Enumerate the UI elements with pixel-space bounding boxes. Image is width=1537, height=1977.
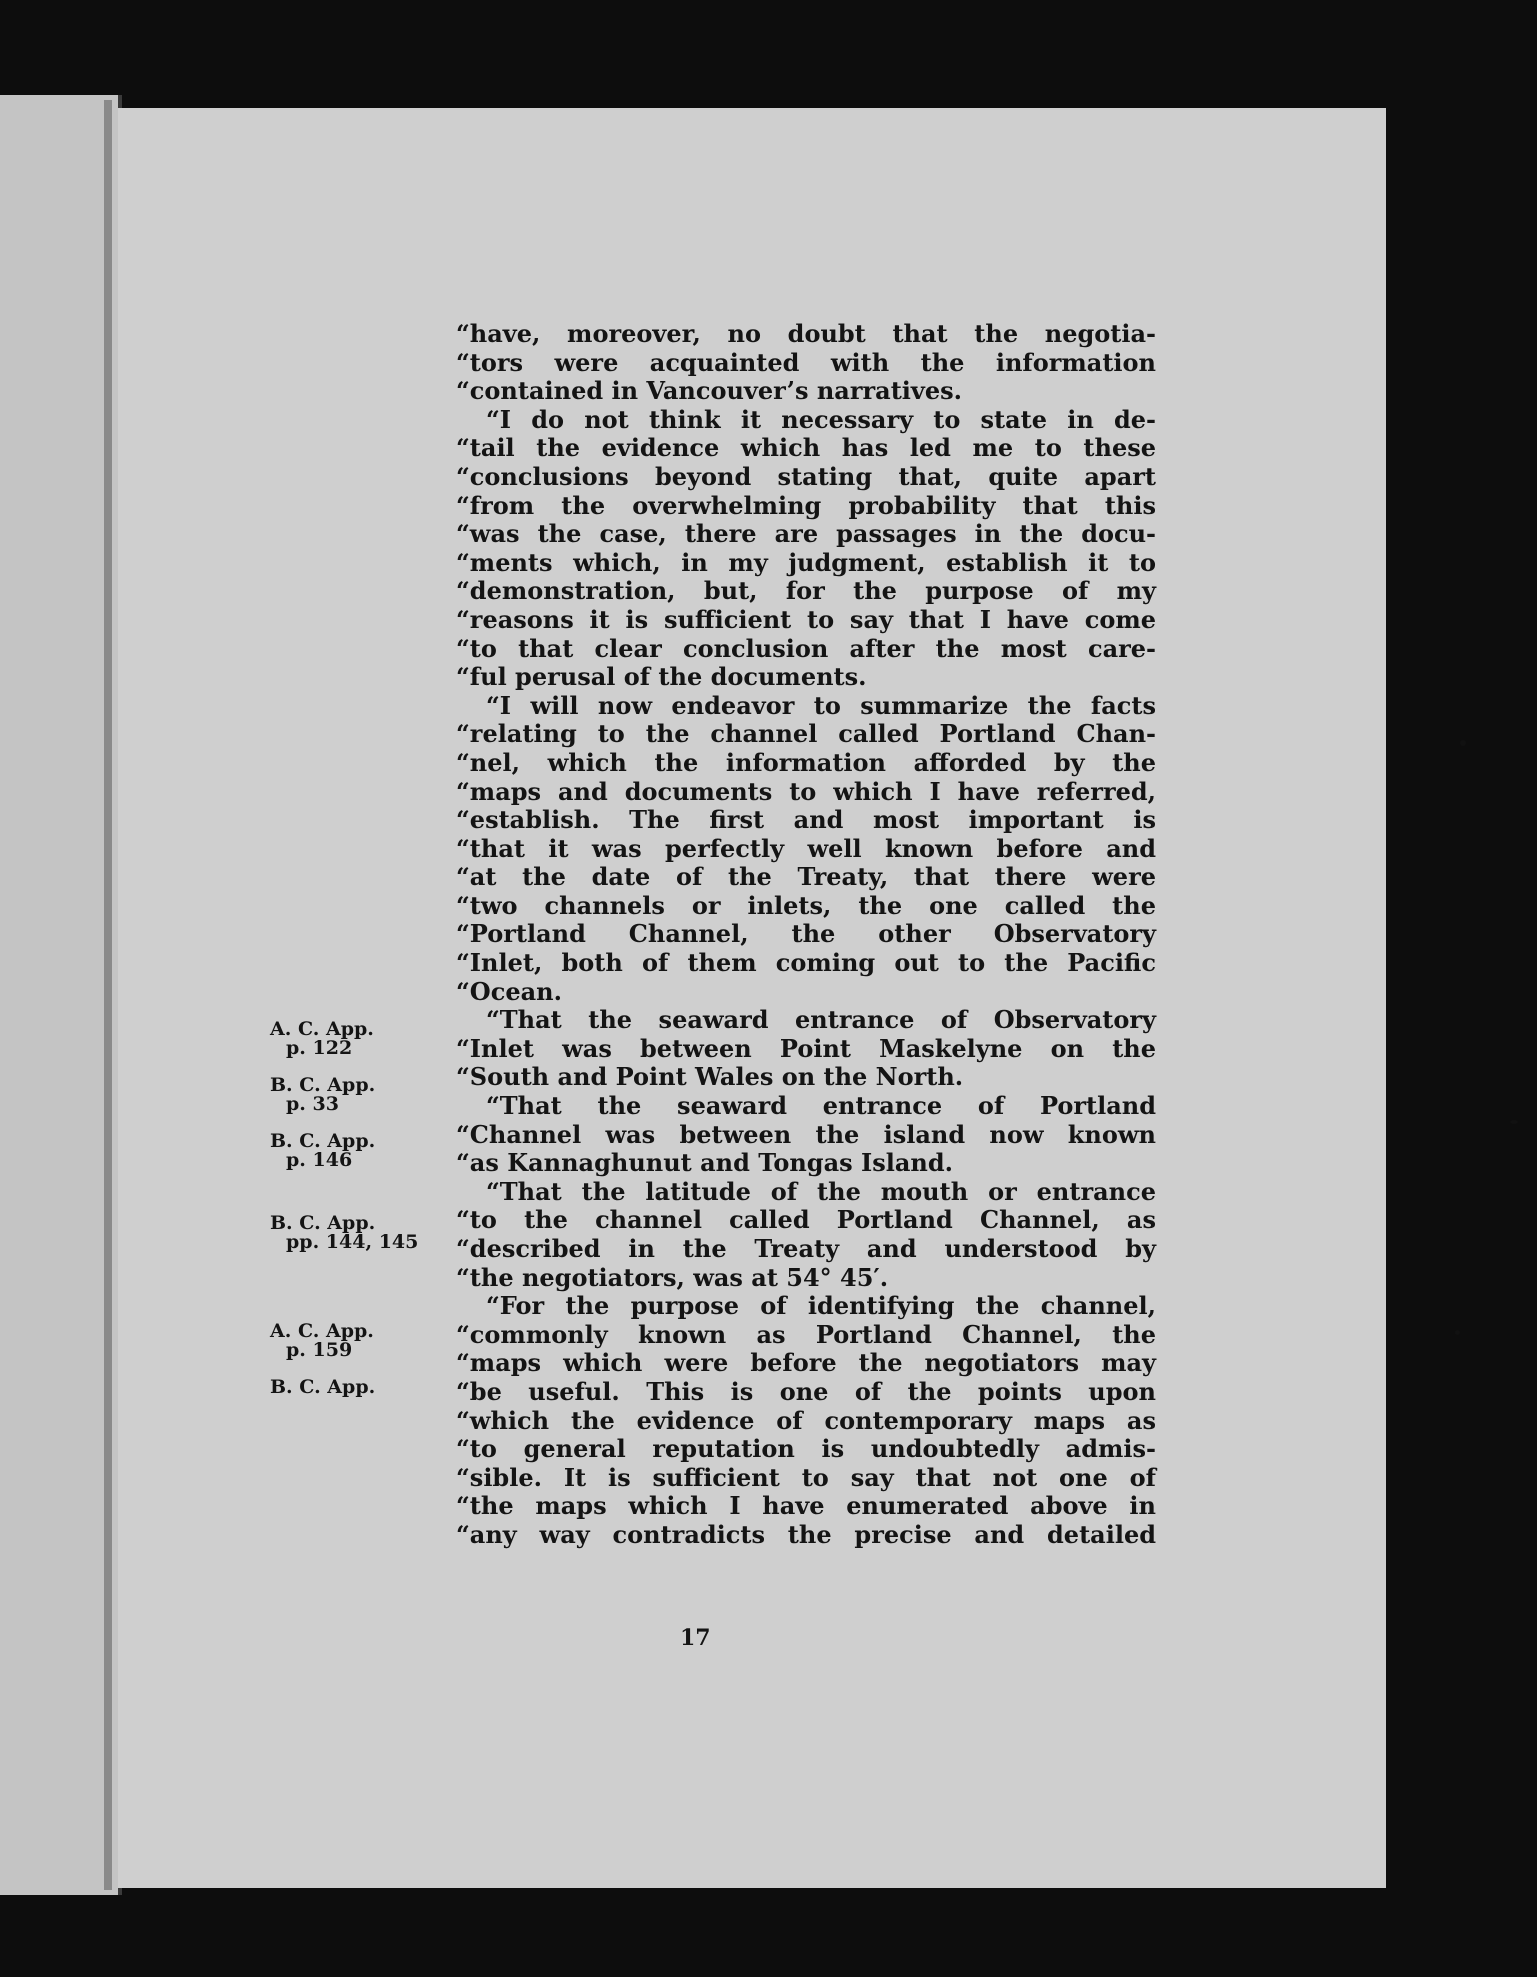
text-line: “demonstration, but, for the purpose of my bbox=[456, 576, 1156, 606]
text-line: “That the seaward entrance of Portland bbox=[486, 1091, 1156, 1121]
page-gutter bbox=[104, 100, 112, 1890]
text-line: “any way contradicts the precise and detailed bbox=[456, 1519, 1156, 1549]
text-line: “tors were acquainted with the information bbox=[456, 347, 1156, 377]
margin-note bbox=[270, 1020, 440, 1058]
body-text bbox=[456, 320, 1156, 1550]
margin-note-line: p. 159 bbox=[286, 1339, 353, 1361]
margin-note bbox=[270, 1132, 440, 1170]
text-line: “Portland Channel, the other Observatory bbox=[456, 919, 1156, 949]
text-line: “I do not think it necessary to state in de- bbox=[486, 404, 1156, 434]
margin-note bbox=[270, 1378, 440, 1397]
margin-note bbox=[270, 1214, 440, 1252]
margin-note-line: p. 33 bbox=[286, 1093, 339, 1115]
scan-speck bbox=[1510, 1120, 1518, 1124]
margin-note-line: A. C. App. bbox=[270, 1018, 374, 1040]
margin-note-line: B. C. App. bbox=[270, 1376, 376, 1398]
text-line: “the maps which I have enumerated above in bbox=[456, 1491, 1156, 1521]
text-line: “which the evidence of contemporary maps as bbox=[456, 1405, 1156, 1435]
text-line: “Ocean. bbox=[456, 976, 562, 1006]
text-line: “be useful. This is one of the points upon bbox=[456, 1376, 1156, 1406]
margin-note-line: B. C. App. bbox=[270, 1212, 376, 1234]
text-line: “relating to the channel called Portland Chan- bbox=[456, 719, 1156, 749]
page-number: 17 bbox=[680, 1625, 711, 1651]
text-line: “establish. The first and most important is bbox=[456, 805, 1156, 835]
text-line: “maps which were before the negotiators may bbox=[456, 1348, 1156, 1378]
text-line: “maps and documents to which I have referred, bbox=[456, 776, 1156, 806]
text-line: “For the purpose of identifying the channel, bbox=[486, 1291, 1156, 1321]
text-line: “that it was perfectly well known before and bbox=[456, 833, 1156, 863]
text-line: “at the date of the Treaty, that there were bbox=[456, 862, 1156, 892]
text-line: “ments which, in my judgment, establish it to bbox=[456, 547, 1156, 577]
text-line: “Inlet was between Point Maskelyne on the bbox=[456, 1033, 1156, 1063]
margin-note-line: pp. 144, 145 bbox=[286, 1231, 419, 1253]
text-line: “That the latitude of the mouth or entrance bbox=[486, 1176, 1156, 1206]
text-line: “Channel was between the island now known bbox=[456, 1119, 1156, 1149]
text-line: “from the overwhelming probability that this bbox=[456, 490, 1156, 520]
text-line: “I will now endeavor to summarize the facts bbox=[486, 690, 1156, 720]
text-line: “contained in Vancouver’s narratives. bbox=[456, 376, 962, 406]
text-line: “conclusions beyond stating that, quite apart bbox=[456, 461, 1156, 491]
scan-speck bbox=[1460, 740, 1466, 746]
text-line: “to that clear conclusion after the most care- bbox=[456, 633, 1156, 663]
text-line: “South and Point Wales on the North. bbox=[456, 1062, 964, 1092]
text-line: “was the case, there are passages in the docu- bbox=[456, 519, 1156, 549]
text-line: “Inlet, both of them coming out to the Pacific bbox=[456, 948, 1156, 978]
text-line: “the negotiators, was at 54° 45′. bbox=[456, 1262, 889, 1292]
margin-note bbox=[270, 1076, 440, 1114]
text-line: “sible. It is sufficient to say that not one of bbox=[456, 1462, 1156, 1492]
text-line: “two channels or inlets, the one called the bbox=[456, 890, 1156, 920]
margin-note-line: B. C. App. bbox=[270, 1074, 376, 1096]
text-line: “as Kannaghunut and Tongas Island. bbox=[456, 1148, 953, 1178]
text-line: “to the channel called Portland Channel, as bbox=[456, 1205, 1156, 1235]
text-line: “have, moreover, no doubt that the negotia- bbox=[456, 319, 1156, 348]
margin-note-line: B. C. App. bbox=[270, 1130, 376, 1152]
margin-note bbox=[270, 1322, 440, 1360]
text-line: “That the seaward entrance of Observatory bbox=[486, 1005, 1156, 1035]
margin-note-line: p. 146 bbox=[286, 1149, 353, 1171]
text-line: “ful perusal of the documents. bbox=[456, 662, 867, 692]
text-line: “reasons it is sufficient to say that I have come bbox=[456, 604, 1156, 634]
margin-note-line: A. C. App. bbox=[270, 1320, 374, 1342]
scan-speck bbox=[1455, 1330, 1460, 1335]
text-line: “tail the evidence which has led me to these bbox=[456, 433, 1156, 463]
margin-note-line: p. 122 bbox=[286, 1037, 353, 1059]
text-line: “nel, which the information afforded by the bbox=[456, 747, 1156, 777]
text-line: “described in the Treaty and understood by bbox=[456, 1234, 1156, 1263]
text-line: “to general reputation is undoubtedly admis- bbox=[456, 1434, 1156, 1464]
text-line: “commonly known as Portland Channel, the bbox=[456, 1319, 1156, 1349]
